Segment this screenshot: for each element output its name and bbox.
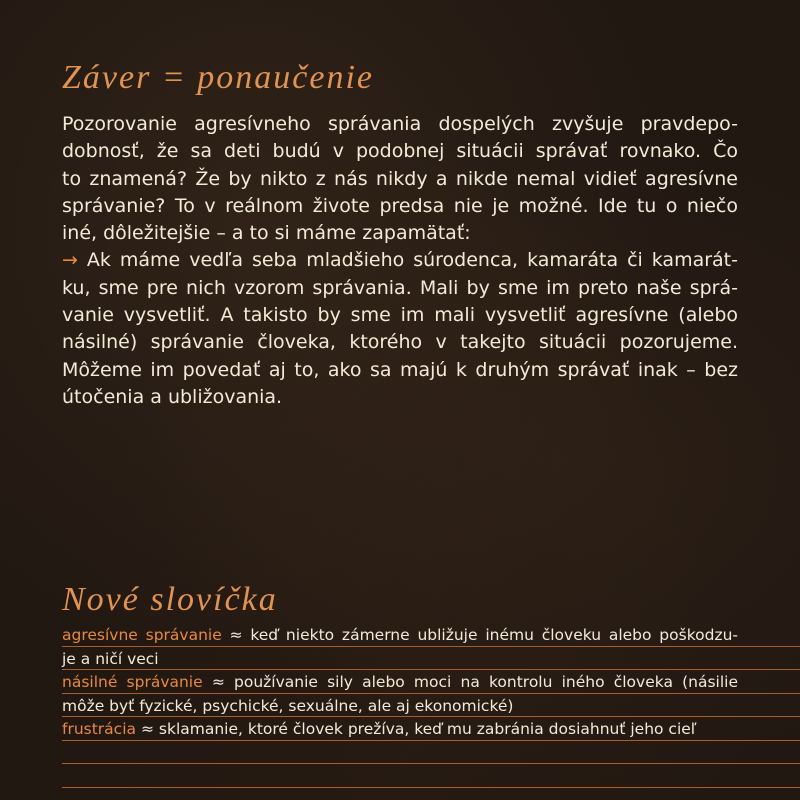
ruled-line	[62, 787, 800, 788]
vocabulary-list	[62, 624, 738, 742]
paragraph-line: iné, dôležitejšie – a to si máme zapamätať:	[62, 222, 471, 245]
arrow-right-icon: →	[62, 249, 78, 272]
paragraph-line: správanie? To v reálnom živote predsa nie je možné. Ide tu o niečo	[62, 194, 738, 217]
page-title: Záver = ponaučenie	[62, 59, 374, 96]
tip-line: vanie vysvetliť. A takisto by sme im mali vysvetliť agresívne (alebo	[62, 304, 738, 327]
vocabulary-entry	[62, 718, 738, 742]
vocab-definition: môže byť fyzické, psychické, sexuálne, ale aj ekonomické)	[62, 696, 514, 715]
ruled-line	[62, 763, 800, 764]
paragraph-line: to znamená? Že by nikto z nás nikdy a nikde nemal vidieť agresívne	[62, 167, 738, 190]
approx-sign: ≈	[211, 673, 225, 691]
tip-text: Ak máme vedľa seba mladšieho súrodenca, kamaráta či kamarát-	[86, 249, 738, 272]
vocab-definition: používanie sily alebo moci na kontrolu iného človeka (násilie	[234, 673, 738, 691]
vocab-definition: keď niekto zámerne ubližuje inému človeku alebo poškodzu-	[250, 626, 738, 644]
vocab-term: frustrácia	[62, 720, 137, 738]
tip-line: násilné) správanie človeka, ktorého v takejto situácii pozorujeme.	[62, 331, 738, 354]
tip-line: Môžeme im povedať aj to, ako sa majú k druhým správať inak – bez	[62, 358, 738, 381]
vocabulary-entry	[62, 671, 738, 695]
paragraph-line: Pozorovanie agresívneho správania dospelých zvyšuje pravdepo-	[62, 113, 738, 135]
vocab-definition: sklamanie, ktoré človek prežíva, keď mu zabránia dosiahnuť jeho cieľ	[158, 720, 697, 738]
tip-line: ku, sme pre nich vzorom správania. Mali by sme im preto naše sprá-	[62, 276, 738, 299]
approx-sign: ≈	[229, 626, 243, 644]
vocab-term: násilné správanie	[62, 673, 203, 691]
tip-line: útočenia a ubližovania.	[62, 385, 283, 408]
approx-sign: ≈	[140, 720, 154, 738]
vocab-term: agresívne správanie	[62, 626, 222, 644]
paragraph-line: dobnosť, že sa deti budú v podobnej situácii správať rovnako. Čo	[62, 140, 738, 163]
vocabulary-entry	[62, 624, 738, 648]
vocab-definition: je a ničí veci	[62, 649, 159, 668]
vocabulary-heading: Nové slovíčka	[62, 581, 278, 618]
conclusion-paragraph	[62, 111, 738, 411]
tip-line	[62, 247, 738, 274]
